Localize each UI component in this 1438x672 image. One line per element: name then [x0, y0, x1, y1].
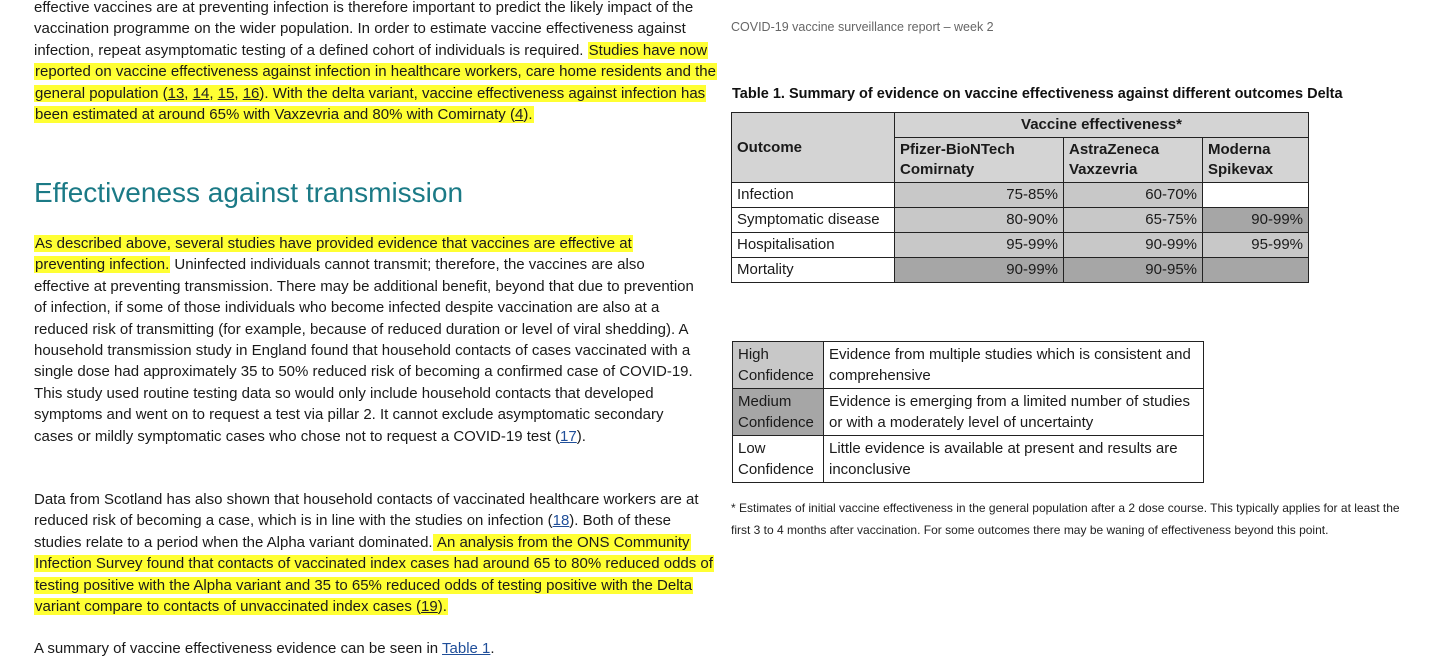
- effectiveness-cell: 60-70%: [1064, 183, 1203, 208]
- paragraph-scotland: Data from Scotland has also shown that household contacts of vaccinated healthcare workers are at reduced risk of becoming a case, which is in line with the studies on infection (18). Both of these studies relate to a period when the Alpha variant dominated. An analysis from the ONS Community Infection Survey found that contacts of vaccinated index cases had around 65 to 80% reduced odds of testing positive with the Alpha variant and 35 to 65% reduced odds of testing positive with the Delta variant compare to contacts of unvaccinated index cases (19).: [34, 491, 713, 616]
- confidence-description: Little evidence is available at present and results are inconclusive: [824, 436, 1204, 483]
- outcome-cell: Infection: [732, 183, 895, 208]
- confidence-level: Low Confidence: [733, 436, 824, 483]
- effectiveness-cell: 95-99%: [1203, 233, 1309, 258]
- report-body: [34, 0, 724, 657]
- effectiveness-cell: 90-95%: [1064, 258, 1203, 283]
- effectiveness-cell: 90-99%: [1064, 233, 1203, 258]
- confidence-row: [733, 436, 1204, 483]
- header-vaccine-effectiveness: Vaccine effectiveness*: [895, 113, 1309, 138]
- table-row: [732, 233, 1309, 258]
- outcome-cell: Mortality: [732, 258, 895, 283]
- table-row: [732, 183, 1309, 208]
- report-header: COVID-19 vaccine surveillance report – week 2: [731, 20, 994, 34]
- confidence-description: Evidence from multiple studies which is consistent and comprehensive: [824, 342, 1204, 389]
- effectiveness-cell: 90-99%: [895, 258, 1064, 283]
- ref-link-16[interactable]: 16: [242, 84, 260, 102]
- confidence-level: Medium Confidence: [733, 389, 824, 436]
- ref-link-13[interactable]: 13: [167, 84, 185, 102]
- table-body: [732, 183, 1309, 283]
- effectiveness-cell: [1203, 183, 1309, 208]
- header-pfizer: Pfizer-BioNTech Comirnaty: [895, 138, 1064, 183]
- ref-link-17[interactable]: 17: [560, 427, 577, 445]
- outcome-cell: Hospitalisation: [732, 233, 895, 258]
- header-astrazeneca: AstraZeneca Vaxzevria: [1064, 138, 1203, 183]
- effectiveness-cell: 65-75%: [1064, 208, 1203, 233]
- confidence-row: [733, 342, 1204, 389]
- confidence-description: Evidence is emerging from a limited number of studies or with a moderately level of uncertainty: [824, 389, 1204, 436]
- confidence-level: High Confidence: [733, 342, 824, 389]
- header-moderna: Moderna Spikevax: [1203, 138, 1309, 183]
- para1-text: effective vaccines are at preventing infection is therefore important to predict the likely impact of the vaccination programme on the wider population. In order to estimate vaccine effectiveness against infection, repeat asymptomatic testing of a defined cohort of individuals is required.: [34, 0, 694, 59]
- confidence-row: [733, 389, 1204, 436]
- effectiveness-cell: 80-90%: [895, 208, 1064, 233]
- ref-link-4[interactable]: 4: [514, 106, 524, 124]
- header-outcome: Outcome: [732, 113, 895, 183]
- table-row: [732, 208, 1309, 233]
- paragraph-infection: [34, 0, 724, 125]
- ref-link-15[interactable]: 15: [217, 84, 235, 102]
- effectiveness-cell: 90-99%: [1203, 208, 1309, 233]
- table-1-link[interactable]: Table 1: [442, 640, 491, 657]
- effectiveness-cell: [1203, 258, 1309, 283]
- outcome-cell: Symptomatic disease: [732, 208, 895, 233]
- ref-link-14[interactable]: 14: [192, 84, 210, 102]
- table-title: Table 1. Summary of evidence on vaccine effectiveness against different outcomes Delta: [732, 86, 1343, 102]
- highlight-ons-analysis: An analysis from the ONS Community Infection Survey found that contacts of vaccinated index cases had around 65 to 80% reduced odds of testing positive with the Alpha variant and 35 to 65% reduced odds of testing positive with the Delta variant compare to contacts of unvaccinated index cases (19).: [35, 533, 713, 616]
- paragraph-summary: A summary of vaccine effectiveness evidence can be seen in Table 1.: [34, 640, 495, 657]
- effectiveness-cell: 75-85%: [895, 183, 1064, 208]
- footnote: * Estimates of initial vaccine effectiveness in the general population after a 2 dose course. This typically applies for at least the first 3 to 4 months after vaccination. For some outcomes there may be waning of effectiveness beyond this point.: [731, 501, 1400, 537]
- confidence-key-body: [733, 342, 1204, 483]
- confidence-key-table: [732, 341, 1204, 483]
- ref-link-19[interactable]: 19: [421, 598, 438, 616]
- effectiveness-cell: 95-99%: [895, 233, 1064, 258]
- section-heading: Effectiveness against transmission: [34, 177, 464, 208]
- ref-link-18[interactable]: 18: [552, 512, 570, 530]
- paragraph-transmission: As described above, several studies have provided evidence that vaccines are effective at preventing infection. Uninfected individuals cannot transmit; therefore, the vaccines are also effective at preventing transmission. There may be additional benefit, beyond that due to prevention of infection, if some of those individuals who become infected despite vaccination are also at a reduced risk of transmitting (for example, because of reduced duration or level of viral shedding). A household transmission study in England found that household contacts of cases vaccinated with a single dose had approximately 35 to 50% reduced risk of becoming a confirmed case of COVID-19. This study used routine testing data so would only include household contacts that developed symptoms and went on to request a test via pillar 2. It cannot exclude asymptomatic secondary cases or mildly symptomatic cases who chose not to request a COVID-19 test (17).: [34, 235, 694, 445]
- highlight-infection-studies: Studies have now reported on vaccine effectiveness against infection in healthcare workers, care home residents and the general population (13, 14, 15, 16). With the delta variant, vaccine effectiveness against infection has been estimated at around 65% with Vaxzevria and 80% with Comirnaty (4).: [35, 41, 716, 124]
- vaccine-effectiveness-table: [731, 112, 1309, 283]
- highlight-preventing-infection: As described above, several studies have provided evidence that vaccines are effective at preventing infection.: [35, 235, 632, 274]
- table-row: [732, 258, 1309, 283]
